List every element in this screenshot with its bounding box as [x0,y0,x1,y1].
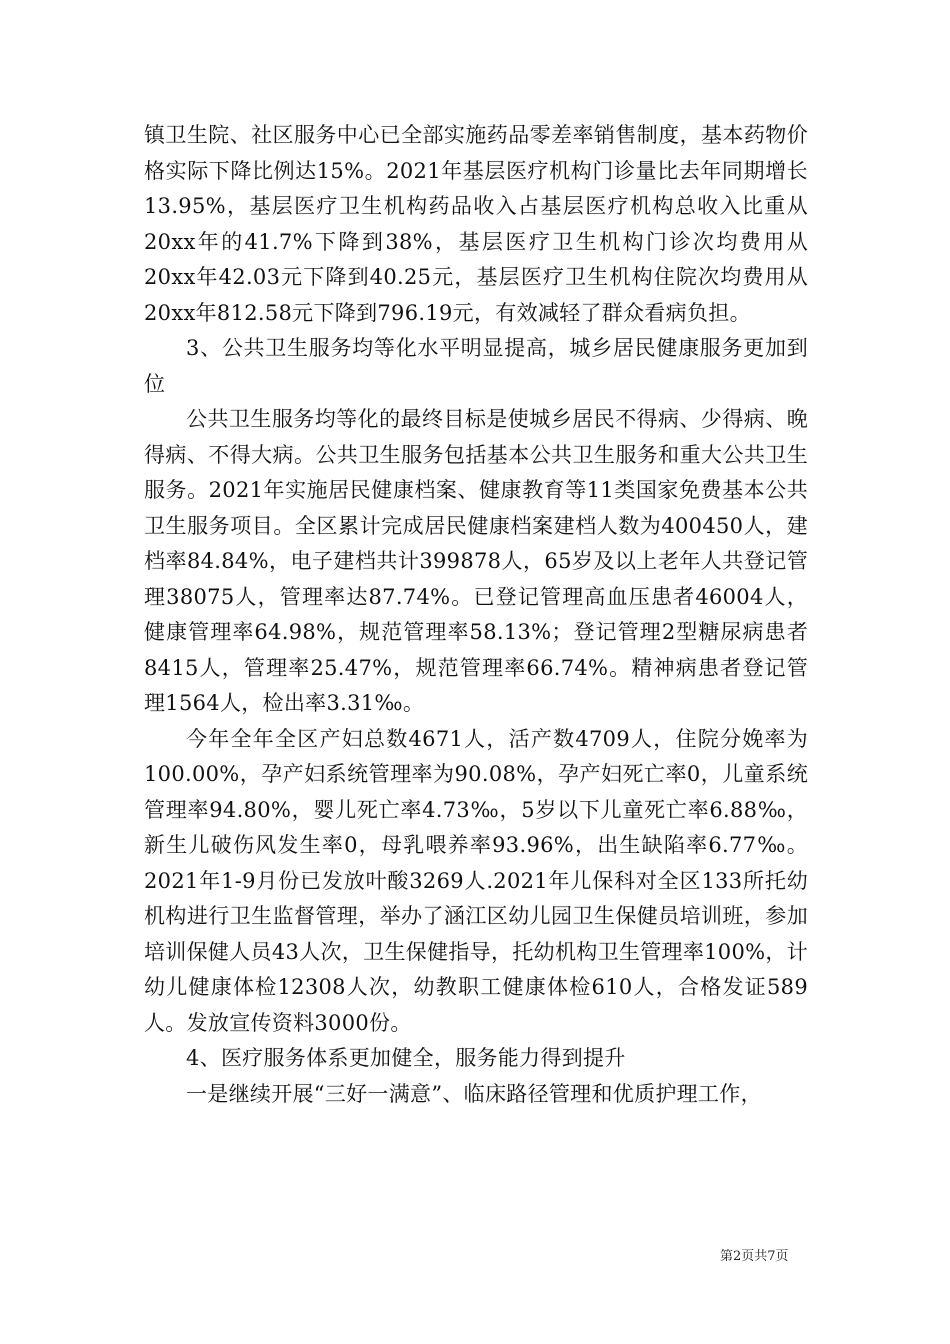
page-number-label: 第2页共7页 [720,1249,789,1264]
paragraph-medical-services: 一是继续开展“三好一满意”、临床路径管理和优质护理工作， [186,1081,762,1106]
paragraph-maternal-child: 今年全年全区产妇总数4671人，活产数4709人，住院分娩率为100.00%，孕产妇系统管理率为90.08%，孕产妇死亡率0，儿童系统管理率94.80%，婴儿死亡率4.73‰，5岁以下儿童死亡率6.88‰，新生儿破伤风发生率0，母乳喂养率93.96%，出生缺陷率6.77‰。2021年1-9月份已发放叶酸3269人.2021年儿保科对全区133所托幼机构进行卫生监督管理，举办了涵江区幼儿园卫生保健员培训班，参加培训保健人员43人次，卫生保健指导，托幼机构卫生管理率100%，计幼儿健康体检12308人次，幼教职工健康体检610人，合格发证589人。发放宣传资料3000份。 [144,726,808,1035]
paragraph-continued: 镇卫生院、社区服务中心已全部实施药品零差率销售制度，基本药物价格实际下降比例达15%。2021年基层医疗机构门诊量比去年同期增长13.95%，基层医疗卫生机构药品收入占基层医疗机构总收入比重从20xx年的41.7%下降到38%，基层医疗卫生机构门诊次均费用从20xx年42.03元下降到40.25元，基层医疗卫生机构住院次均费用从20xx年812.58元下降到796.19元，有效减轻了群众看病负担。 [144,123,808,325]
document-body [144,118,808,1112]
paragraph-public-health: 公共卫生服务均等化的最终目标是使城乡居民不得病、少得病、晚得病、不得大病。公共卫生服务包括基本公共卫生服务和重大公共卫生服务。2021年实施居民健康档案、健康教育等11类国家免费基本公共卫生服务项目。全区累计完成居民健康档案建档人数为400450人，建档率84.84%，电子建档共计399878人，65岁及以上老年人共登记管理38075人，管理率达87.74%。已登记管理高血压患者46004人，健康管理率64.98%，规范管理率58.13%；登记管理2型糖尿病患者8415人，管理率25.47%，规范管理率66.74%。精神病患者登记管理1564人，检出率3.31‰。 [144,407,808,715]
section-heading-4: 4、医疗服务体系更加健全，服务能力得到提升 [186,1046,626,1070]
page-number-footer [720,1245,789,1264]
section-heading-3: 3、公共卫生服务均等化水平明显提高，城乡居民健康服务更加到位 [144,336,808,396]
